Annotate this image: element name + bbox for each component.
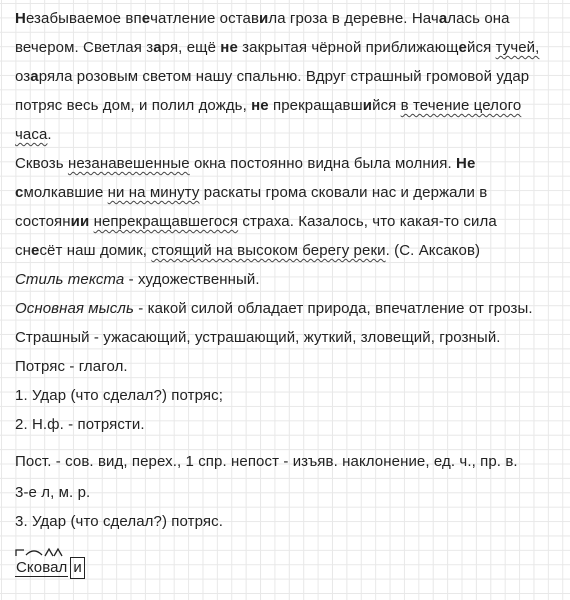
stressed-letter: а [153, 39, 162, 56]
stressed-letter: и [259, 10, 269, 27]
text-fragment: сн [15, 242, 31, 259]
bold-particle: Не [456, 155, 476, 172]
text-line-8 [15, 208, 497, 236]
wavy-underlined-phrase: в течение целого [400, 97, 522, 114]
text-fragment: ла гроза в деревне. Нач [268, 10, 439, 27]
bold-particle: не [220, 39, 238, 56]
text-line-2 [15, 34, 539, 62]
text-fragment: прекращавш [268, 97, 363, 114]
bold-letter: с [15, 184, 24, 201]
wavy-underlined-phrase: незанавешенные [67, 155, 190, 172]
stressed-letter: а [30, 68, 39, 85]
text-fragment: состоян [15, 213, 71, 230]
wavy-underlined-phrase: стоящий на высоком берегу реки [151, 242, 386, 259]
part-of-speech-line: Потряс - глагол. [15, 358, 128, 375]
text-fragment: потряс весь дом, и полил дождь, [15, 97, 252, 114]
analysis-step-2: 2. Н.ф. - потрясти. [15, 416, 145, 433]
synonyms-line: Страшный - ужасающий, устрашающий, жуткий, зловещий, грозный. [15, 329, 501, 346]
text-fragment: езабываемое вп [25, 10, 142, 27]
bold-ending: ии [70, 213, 90, 230]
text-fragment: оз [15, 68, 31, 85]
text-fragment: молкавшие [23, 184, 108, 201]
text-line-4 [15, 92, 521, 120]
word-stem: Сковал [16, 559, 68, 576]
constant-features-line: Пост. - сов. вид, перех., 1 спр. непост - изъяв. наклонение, ед. ч., пр. в. [15, 453, 518, 470]
text-fragment: окна постоянно видна была молния. [189, 155, 457, 172]
text-fragment: страха. Казалось, что какая-то сила [238, 213, 497, 230]
text-line-7 [15, 179, 487, 207]
word-ending-box: и [70, 557, 84, 579]
stressed-letter: е [141, 10, 151, 27]
text-fragment: - художественный. [124, 271, 260, 288]
text-fragment: раскаты грома сковали нас и держали в [199, 184, 488, 201]
text-fragment: . (С. Аксаков) [385, 242, 481, 259]
morpheme-parse [15, 554, 85, 582]
text-line-5 [15, 121, 52, 149]
analysis-step-1: 1. Удар (что сделал?) потряс; [15, 387, 223, 404]
text-line-3 [15, 63, 529, 91]
stressed-letter: Н [15, 10, 26, 27]
person-gender-line: 3-е л, м. р. [15, 484, 91, 501]
text-style-line [15, 266, 260, 294]
wavy-underlined-phrase: тучей, [495, 39, 540, 56]
text-fragment: йся [372, 97, 401, 114]
wavy-underlined-phrase: часа [15, 126, 48, 143]
stressed-letter: а [438, 10, 448, 27]
wavy-underlined-phrase: непрекращавшегося [93, 213, 239, 230]
text-fragment: йся [467, 39, 496, 56]
wavy-underlined-phrase: ни на минуту [107, 184, 200, 201]
text-fragment: ря, ещё [161, 39, 221, 56]
italic-label: Основная мысль [15, 300, 134, 317]
text-line-6 [15, 150, 475, 178]
text-fragment: - какой силой обладает природа, впечатление от грозы. [133, 300, 533, 317]
text-fragment: закрытая чёрной приближающ [237, 39, 459, 56]
stressed-letter: е [458, 39, 467, 56]
stressed-letter: и [362, 97, 373, 114]
main-idea-line [15, 295, 533, 323]
text-line-9 [15, 237, 480, 265]
text-fragment: чатление остав [150, 10, 260, 27]
italic-label: Стиль текста [15, 271, 125, 288]
text-line-1 [15, 5, 510, 33]
analysis-step-3: 3. Удар (что сделал?) потряс. [15, 513, 223, 530]
text-fragment: сёт наш домик, [39, 242, 152, 259]
text-fragment: вечером. Светлая з [15, 39, 154, 56]
text-fragment: . [47, 126, 52, 143]
stressed-letter: е [30, 242, 40, 259]
bold-particle: не [251, 97, 269, 114]
text-fragment: Сквозь [15, 155, 68, 172]
text-fragment: лась она [447, 10, 510, 27]
text-fragment: ряла розовым светом нашу спальню. Вдруг страшный громовой удар [38, 68, 530, 85]
